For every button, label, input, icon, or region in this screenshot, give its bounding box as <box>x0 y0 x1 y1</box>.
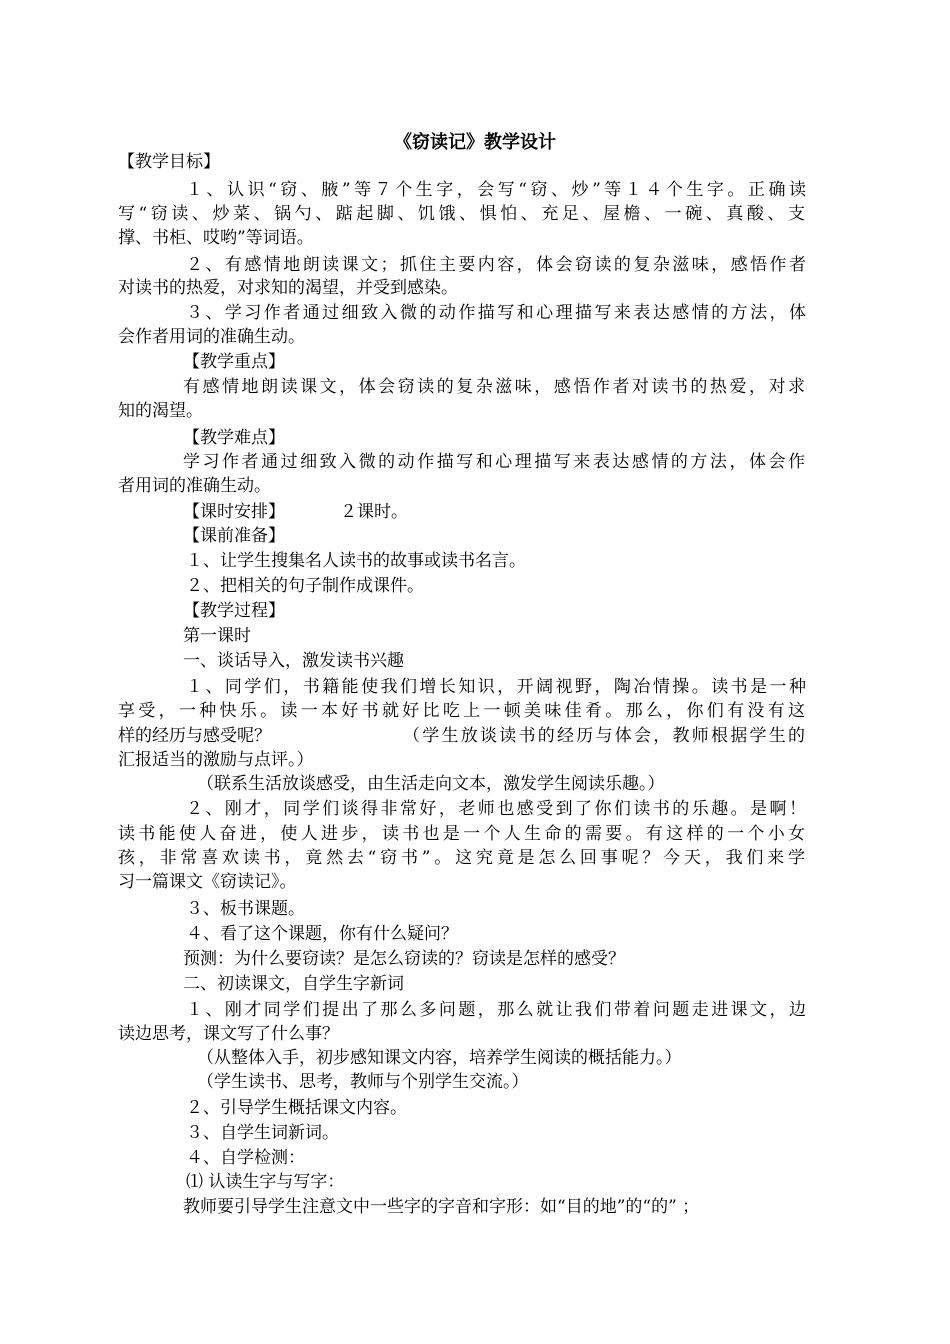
heading-key-points: 【教学重点】 <box>183 352 285 372</box>
section-2-note-1: （从整体入手，初步感知课文内容，培养学生阅读的概括能力。） <box>197 1048 682 1068</box>
prediction: 预测：为什么要窃读？是怎么窃读的？窃读是怎样的感受？ <box>183 949 625 969</box>
step-2-line-4: 习一篇课文《窃读记》。 <box>118 872 297 892</box>
schedule-value: ２课时。 <box>340 502 408 522</box>
step-2-line-3: 孩，非常喜欢读书，竟然去“窃书”。这究竟是怎么回事呢？今天，我们来学 <box>118 848 805 868</box>
step-4: ４、看了这个课题，你有什么疑问？ <box>186 924 458 944</box>
step-2-line-1: ２、刚才，同学们谈得非常好，老师也感受到了你们读书的乐趣。是啊！ <box>186 799 806 819</box>
section-2-note-2: （学生读书、思考，教师与个别学生交流。） <box>197 1072 529 1092</box>
intro-paragraph-line-3b: （学生放谈读书的经历与体会，教师根据学生的 <box>403 726 805 746</box>
goal-3-line-2: 会作者用词的准确生动。 <box>118 327 305 347</box>
section-2-step-1-line-2: 读边思考，课文写了什么事？ <box>118 1024 339 1044</box>
goal-1-line-3: 撑、书柜、哎哟”等词语。 <box>118 228 314 248</box>
intro-paragraph-line-1: １、同学们，书籍能使我们增长知识，开阔视野，陶冶情操。读书是一种 <box>186 677 806 697</box>
goal-2-line-2: 对读书的热爱，对求知的渴望，并受到感染。 <box>118 278 458 298</box>
section-2-step-2: ２、引导学生概括课文内容。 <box>186 1098 407 1118</box>
sub-item-1: ⑴ 认读生字与写字： <box>186 1172 345 1192</box>
difficulty-line-1: 学习作者通过细致入微的动作描写和心理描写来表达感情的方法，体会作 <box>183 452 805 472</box>
section-2-step-3: ３、自学生词新词。 <box>186 1123 339 1143</box>
intro-paragraph-line-3a: 样的经历与感受呢？ <box>118 726 271 746</box>
intro-note: （联系生活放谈感受，由生活走向文本，激发学生阅读乐趣。） <box>197 774 665 794</box>
heading-difficulties: 【教学难点】 <box>183 428 285 448</box>
heading-teaching-goals: 【教学目标】 <box>118 152 220 172</box>
preparation-item-1: １、让学生搜集名人读书的故事或读书名言。 <box>186 551 526 571</box>
step-2-line-2: 读书能使人奋进，使人进步，读书也是一个人生命的需要。有这样的一个小女 <box>118 824 805 844</box>
section-2-heading: 二、初读课文，自学生字新词 <box>183 974 404 994</box>
goal-3-line-1: ３、学习作者通过细致入微的动作描写和心理描写来表达感情的方法，体 <box>186 303 806 323</box>
heading-preparation: 【课前准备】 <box>183 526 285 546</box>
step-3: ３、板书课题。 <box>186 899 305 919</box>
lesson-one-heading: 第一课时 <box>183 626 251 646</box>
section-2-step-4: ４、自学检测： <box>186 1148 305 1168</box>
key-point-line-1: 有感情地朗读课文，体会窃读的复杂滋味，感悟作者对读书的热爱，对求 <box>183 377 805 397</box>
sub-item-1-text: 教师要引导学生注意文中一些字的字音和字形：如“目的地”的“的” ； <box>183 1197 700 1217</box>
key-point-line-2: 知的渴望。 <box>118 401 203 421</box>
document-title: 《窃读记》教学设计 <box>394 132 556 153</box>
section-1-heading: 一、谈话导入，激发读书兴趣 <box>183 651 404 671</box>
preparation-item-2: ２、把相关的句子制作成课件。 <box>186 576 424 596</box>
goal-2-line-1: ２、有感情地朗读课文；抓住主要内容，体会窃读的复杂滋味，感悟作者 <box>186 255 806 275</box>
intro-paragraph-line-2: 享受，一种快乐。读一本好书就好比吃上一顿美味佳肴。那么，你们有没有这 <box>118 701 805 721</box>
section-2-step-1-line-1: １、刚才同学们提出了那么多问题，那么就让我们带着问题走进课文，边 <box>186 1000 806 1020</box>
difficulty-line-2: 者用词的准确生动。 <box>118 476 271 496</box>
goal-1-line-1: １、认识“窃、腋”等７个生字，会写“窃、炒”等１４个生字。正确读 <box>186 180 806 200</box>
intro-paragraph-line-4: 汇报适当的激励与点评。） <box>118 750 314 770</box>
goal-1-line-2: 写“窃读、炒菜、锅勺、踮起脚、饥饿、惧怕、充足、屋檐、一碗、真酸、支 <box>118 204 805 224</box>
heading-schedule: 【课时安排】 <box>183 502 285 522</box>
heading-process: 【教学过程】 <box>183 601 285 621</box>
